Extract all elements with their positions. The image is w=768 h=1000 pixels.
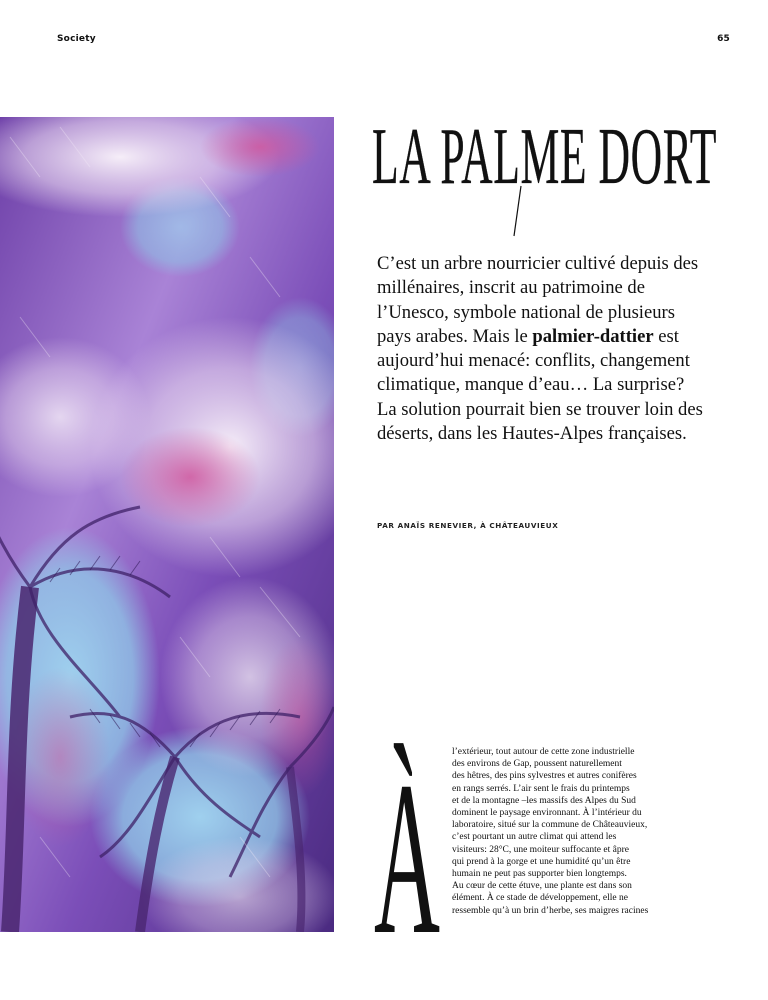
- body-text: [452, 746, 737, 917]
- body-line: ressemble qu’à un brin d’herbe, ses maigres racines: [452, 905, 649, 916]
- body-line: qui prend à la gorge et une humidité qu’un être: [452, 856, 631, 867]
- body-line: élément. À ce stade de développement, elle ne: [452, 893, 628, 904]
- body-line: c’est pourtant un autre climat qui attend les: [452, 832, 617, 843]
- body-line: dominent le paysage environnant. À l’intérieur du: [452, 808, 642, 819]
- body-line: laboratoire, situé sur la commune de Châteauvieux,: [452, 820, 648, 831]
- drop-cap: [374, 730, 444, 935]
- body-line: visiteurs: 28°C, une moiteur suffocante et âpre: [452, 844, 629, 855]
- body-line: Au cœur de cette étuve, une plante est dans son: [452, 881, 632, 892]
- palm-trees-photo: [0, 117, 334, 932]
- lead-paragraph: [377, 252, 707, 446]
- body-line: l’extérieur, tout autour de cette zone industrielle: [452, 747, 635, 757]
- body-line: en rangs serrés. L’air sent le frais du printemps: [452, 783, 630, 794]
- body-line: des hêtres, des pins sylvestres et autres conifères: [452, 771, 637, 782]
- section-label: Society: [57, 34, 96, 44]
- drop-cap-letter: À: [374, 736, 440, 935]
- body-line: des environs de Gap, poussent naturellement: [452, 759, 622, 770]
- page-number: 65: [717, 34, 730, 44]
- body-line: et de la montagne –les massifs des Alpes du Sud: [452, 795, 636, 806]
- article-title: [372, 113, 732, 238]
- body-line: humain ne peut pas supporter bien longtemps.: [452, 869, 627, 880]
- lead-text-part2: est aujourd’hui menacé: conflits, changement climatique, manque d’eau… La surprise? La solution pourrait bien se trouver loin des déserts, dans les Hautes-Alpes françaises.: [377, 325, 703, 445]
- lead-bold-term: palmier-dattier: [532, 325, 654, 347]
- byline: PAR ANAÏS RENEVIER, À CHÂTEAUVIEUX: [377, 521, 559, 530]
- article-title-text: LA PALME DORT: [372, 113, 717, 201]
- lead-text-part1: C’est un arbre nourricier cultivé depuis des millénaires, inscrit au patrimoine de l’Unesco, symbole national de plusieurs pays arabes. Mais le: [377, 253, 699, 347]
